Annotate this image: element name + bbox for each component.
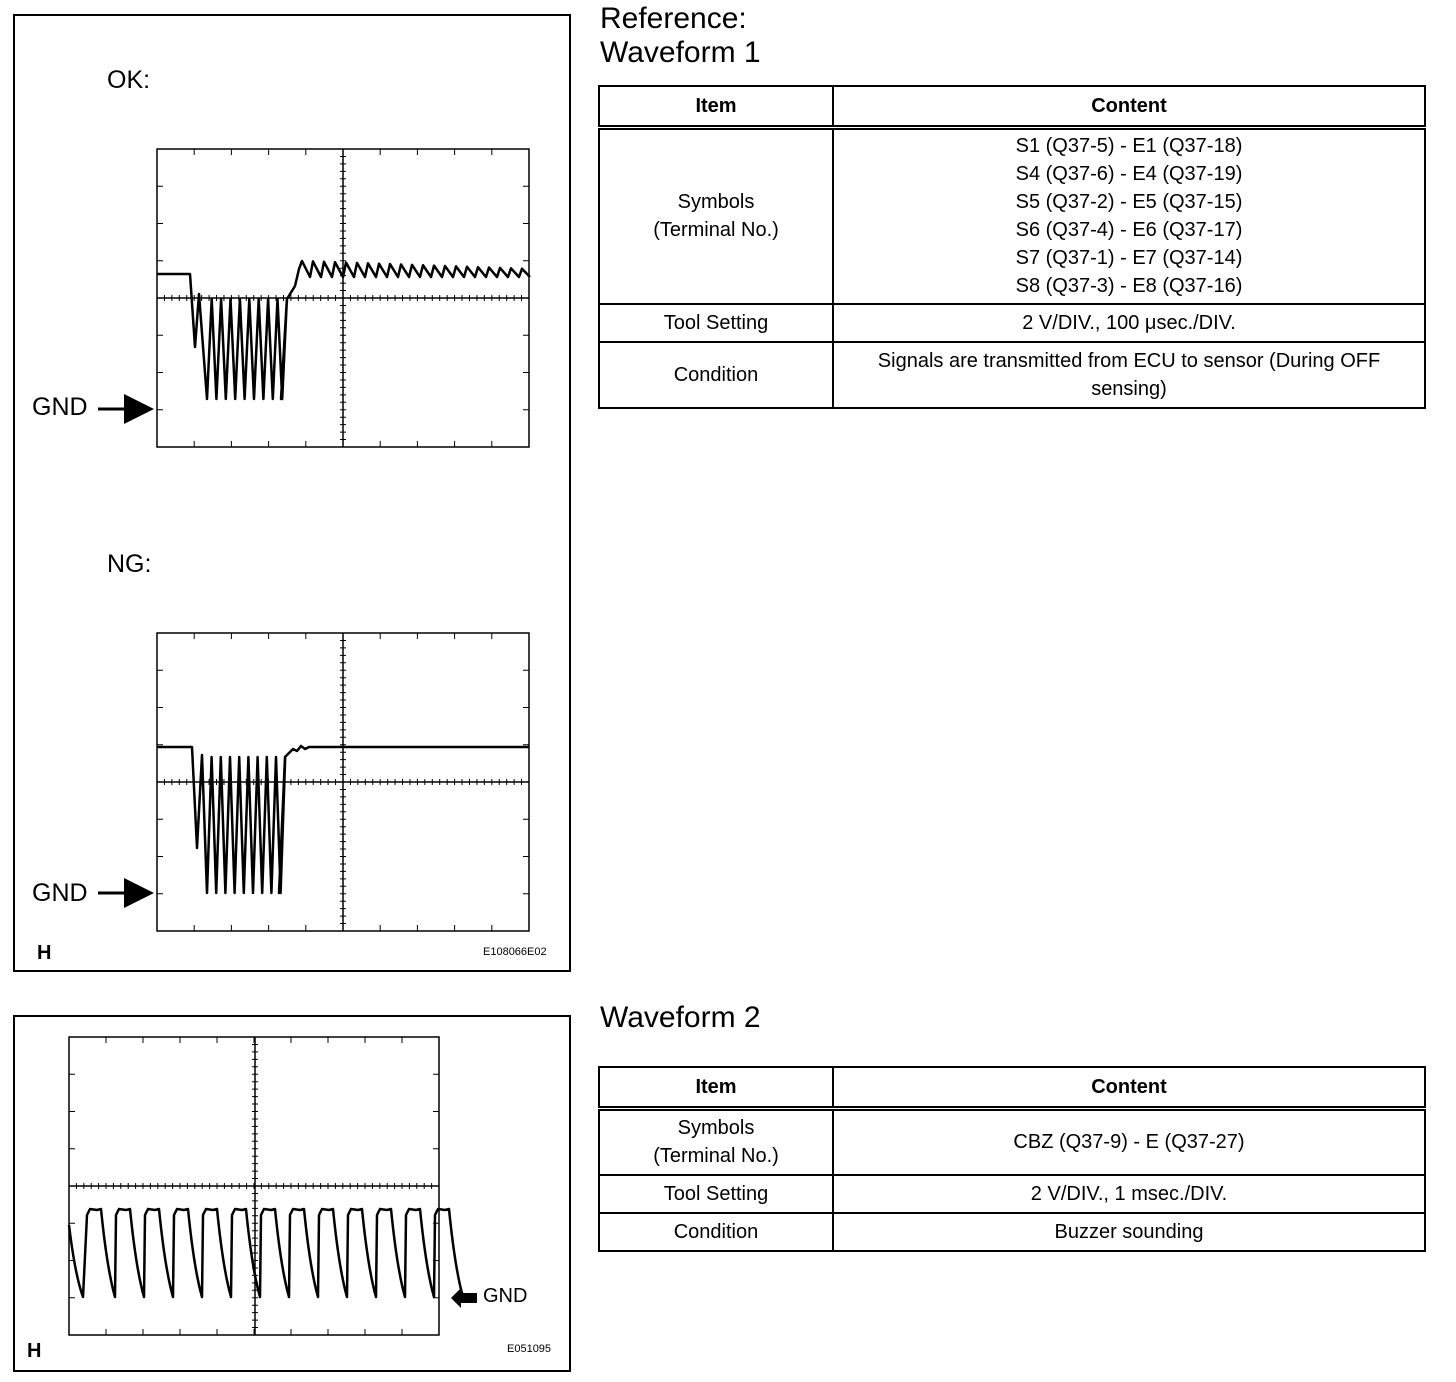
buzzer-waveform-trace	[69, 1209, 463, 1297]
table-row	[599, 1109, 1425, 1175]
row-content: CBZ (Q37-9) - E (Q37-27)	[833, 1109, 1425, 1175]
gnd-arrow-buzzer	[451, 1288, 477, 1308]
row-item: Symbols (Terminal No.)	[599, 128, 833, 304]
table-row	[599, 1213, 1425, 1251]
row-item: Condition	[599, 342, 833, 408]
ng-label: NG:	[107, 550, 152, 578]
table-header-row	[599, 1067, 1425, 1109]
figure-code: E108066E02	[483, 946, 547, 958]
waveform2-title: Waveform 2	[600, 1001, 761, 1034]
col-content-header: Content	[833, 1067, 1425, 1109]
row-content: S1 (Q37-5) - E1 (Q37-18) S4 (Q37-6) - E4 (Q37-19) S5 (Q37-2) - E5 (Q37-15) S6 (Q37-4) - E6 (Q37-17) S7 (Q37-1) - E7 (Q37-14) S8 (Q37-3) - E8 (Q37-16)	[833, 128, 1425, 304]
row-content: Buzzer sounding	[833, 1213, 1425, 1251]
gnd-label-buzzer: GND	[483, 1285, 528, 1307]
gnd-label-ok: GND	[32, 393, 88, 421]
row-content: 2 V/DIV., 100 μsec./DIV.	[833, 304, 1425, 342]
row-item: Tool Setting	[599, 304, 833, 342]
col-content-header: Content	[833, 86, 1425, 128]
reference-heading: Reference:	[600, 2, 747, 35]
row-content: Signals are transmitted from ECU to sensor (During OFF sensing)	[833, 342, 1425, 408]
row-item: Condition	[599, 1213, 833, 1251]
ok-scope-screen	[157, 149, 530, 447]
gnd-label-ng: GND	[32, 879, 88, 907]
col-item-header: Item	[599, 86, 833, 128]
table-row	[599, 1175, 1425, 1213]
ok-label: OK:	[107, 66, 151, 94]
waveform1-title: Waveform 1	[600, 36, 761, 69]
waveform2-figure-panel	[13, 1015, 571, 1372]
table-row	[599, 342, 1425, 408]
waveform1-figure-panel	[13, 14, 571, 972]
table-row	[599, 304, 1425, 342]
table-row	[599, 128, 1425, 304]
row-item: Tool Setting	[599, 1175, 833, 1213]
ng-scope-screen	[157, 633, 529, 931]
waveform1-table	[598, 85, 1426, 409]
waveform2-table	[598, 1066, 1426, 1252]
row-content: 2 V/DIV., 1 msec./DIV.	[833, 1175, 1425, 1213]
col-item-header: Item	[599, 1067, 833, 1109]
corner-label: H	[37, 942, 52, 964]
waveform1-scope-drawing	[15, 16, 569, 970]
figure-code-2: E051095	[507, 1343, 552, 1355]
buzzer-scope-screen	[69, 1037, 463, 1335]
corner-label-2: H	[27, 1340, 42, 1362]
table-header-row	[599, 86, 1425, 128]
waveform2-scope-drawing	[15, 1017, 569, 1370]
row-item: Symbols (Terminal No.)	[599, 1109, 833, 1175]
